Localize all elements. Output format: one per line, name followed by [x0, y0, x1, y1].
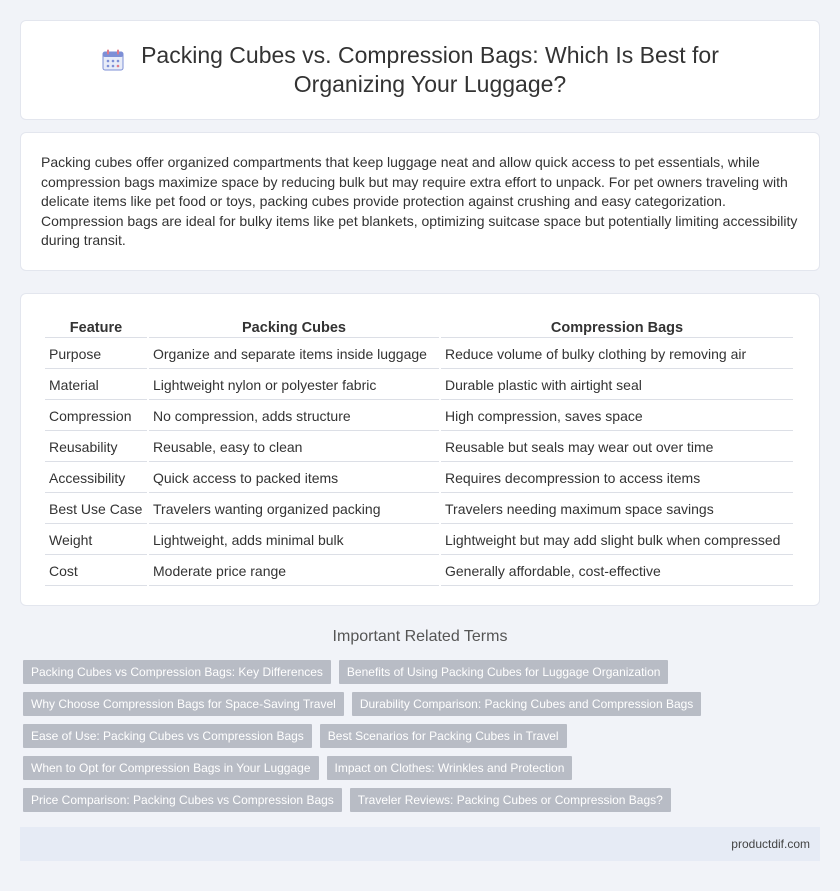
related-term-link[interactable]: Durability Comparison: Packing Cubes and Compression Bags	[352, 692, 702, 716]
packing-cubes-cell: No compression, adds structure	[149, 402, 439, 431]
packing-cubes-cell: Travelers wanting organized packing	[149, 495, 439, 524]
feature-cell: Material	[45, 371, 147, 400]
related-term-link[interactable]: When to Opt for Compression Bags in Your Luggage	[23, 756, 319, 780]
feature-cell: Best Use Case	[45, 495, 147, 524]
tag-row	[23, 788, 823, 812]
table-row	[45, 402, 793, 431]
related-terms-title: Important Related Terms	[332, 628, 508, 645]
packing-cubes-cell: Quick access to packed items	[149, 464, 439, 493]
column-header-packing-cubes: Packing Cubes	[149, 316, 439, 338]
related-term-link[interactable]: Impact on Clothes: Wrinkles and Protection	[327, 756, 573, 780]
footer	[20, 827, 820, 861]
related-term-link[interactable]: Ease of Use: Packing Cubes vs Compression Bags	[23, 724, 312, 748]
table-row	[45, 526, 793, 555]
compression-bags-cell: Requires decompression to access items	[441, 464, 793, 493]
calendar-icon	[101, 48, 125, 72]
packing-cubes-cell: Moderate price range	[149, 557, 439, 586]
tag-row	[23, 756, 823, 780]
related-term-link[interactable]: Price Comparison: Packing Cubes vs Compression Bags	[23, 788, 342, 812]
table-row	[45, 464, 793, 493]
table-row	[45, 433, 793, 462]
compression-bags-cell: Durable plastic with airtight seal	[441, 371, 793, 400]
tag-row	[23, 724, 823, 748]
table-row	[45, 371, 793, 400]
related-term-link[interactable]: Packing Cubes vs Compression Bags: Key Differences	[23, 660, 331, 684]
feature-cell: Weight	[45, 526, 147, 555]
packing-cubes-cell: Lightweight nylon or polyester fabric	[149, 371, 439, 400]
related-term-link[interactable]: Why Choose Compression Bags for Space-Saving Travel	[23, 692, 344, 716]
related-term-link[interactable]: Best Scenarios for Packing Cubes in Travel	[320, 724, 567, 748]
tag-row	[23, 660, 823, 684]
feature-cell: Reusability	[45, 433, 147, 462]
feature-cell: Purpose	[45, 340, 147, 369]
compression-bags-cell: High compression, saves space	[441, 402, 793, 431]
compression-bags-cell: Generally affordable, cost-effective	[441, 557, 793, 586]
intro-text: Packing cubes offer organized compartments that keep luggage neat and allow quick access to pet essentials, while compression bags maximize space by reducing bulk but may require extra effort to unpack. For pet owners traveling with delicate items like pet food or toys, packing cubes provide protection against crushing and easy categorization. Compression bags are ideal for bulky items like pet blankets, optimizing suitcase space but potentially limiting accessibility during transit.	[41, 154, 798, 248]
related-term-link[interactable]: Traveler Reviews: Packing Cubes or Compression Bags?	[350, 788, 671, 812]
tag-row	[23, 692, 823, 716]
feature-cell: Accessibility	[45, 464, 147, 493]
compression-bags-cell: Reduce volume of bulky clothing by removing air	[441, 340, 793, 369]
feature-cell: Cost	[45, 557, 147, 586]
title-card	[20, 20, 820, 120]
site-credit[interactable]: productdif.com	[731, 837, 810, 851]
packing-cubes-cell: Reusable, easy to clean	[149, 433, 439, 462]
table-row	[45, 495, 793, 524]
comparison-table-card	[20, 293, 820, 606]
table-row	[45, 557, 793, 586]
intro-card	[20, 132, 820, 271]
related-terms-list	[23, 660, 823, 820]
comparison-table	[43, 314, 795, 588]
compression-bags-cell: Lightweight but may add slight bulk when compressed	[441, 526, 793, 555]
compression-bags-cell: Reusable but seals may wear out over time	[441, 433, 793, 462]
related-term-link[interactable]: Benefits of Using Packing Cubes for Luggage Organization	[339, 660, 669, 684]
column-header-feature: Feature	[45, 316, 147, 338]
table-row	[45, 340, 793, 369]
table-header-row	[45, 316, 793, 338]
compression-bags-cell: Travelers needing maximum space savings	[441, 495, 793, 524]
feature-cell: Compression	[45, 402, 147, 431]
packing-cubes-cell: Lightweight, adds minimal bulk	[149, 526, 439, 555]
page-title: Packing Cubes vs. Compression Bags: Which Is Best for Organizing Your Luggage?	[141, 42, 719, 97]
column-header-compression-bags: Compression Bags	[441, 316, 793, 338]
packing-cubes-cell: Organize and separate items inside luggage	[149, 340, 439, 369]
